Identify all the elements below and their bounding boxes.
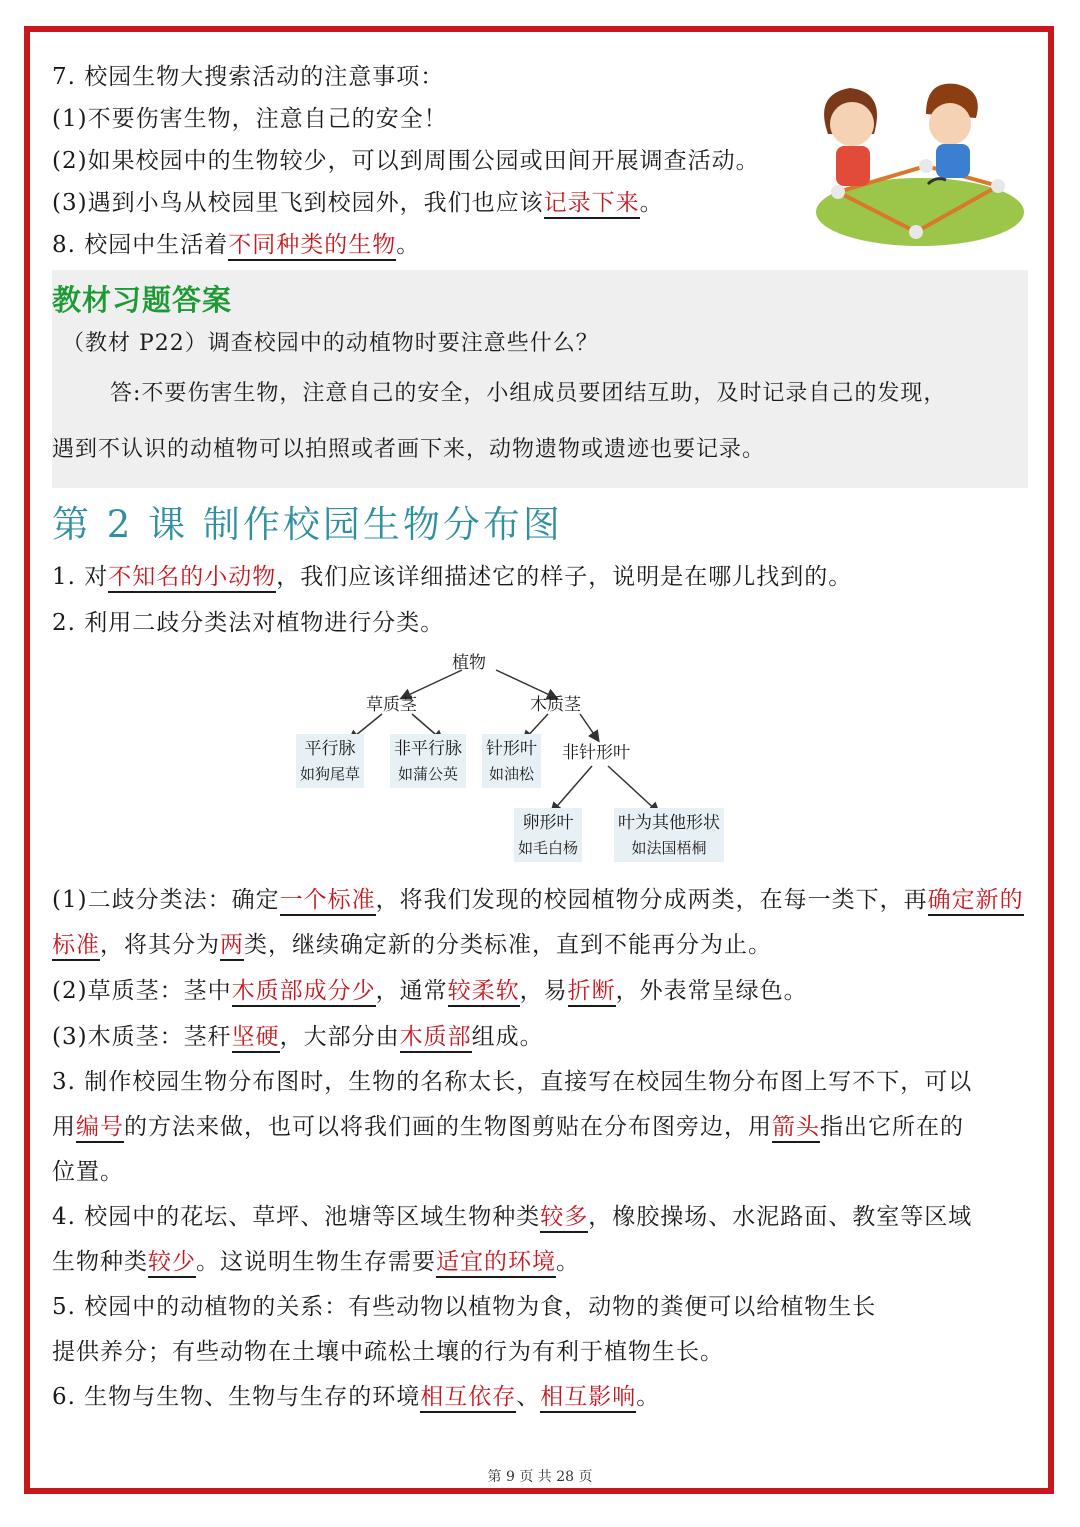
keyword: 两	[220, 932, 244, 961]
item1	[52, 554, 1032, 600]
keyword: 确定	[928, 887, 976, 916]
keyword: 相互影响	[540, 1384, 636, 1413]
keyword: 较柔软	[448, 978, 520, 1007]
note8	[52, 224, 1032, 266]
keyword: 相互依存	[420, 1384, 516, 1413]
footer-text: 页 共	[519, 1469, 552, 1485]
page-content	[52, 56, 1032, 1420]
tree-wood-stem: 木质茎	[530, 695, 581, 715]
note7-point1: (1)不要伤害生物，注意自己的安全！	[52, 106, 448, 132]
tree-leaf-nonparallel	[390, 734, 466, 788]
note7-point3-end: 。	[639, 190, 664, 216]
textbook-answer-box	[52, 270, 1028, 488]
leaf-example: 如毛白杨	[518, 839, 579, 857]
keyword: 箭头	[772, 1114, 820, 1143]
tree-leaf-parallel	[296, 734, 364, 788]
lesson-title: 第 2 课 制作校园生物分布图	[52, 503, 563, 546]
item4-text: 4. 校园中的花坛、草坪、池塘等区域生物种类	[52, 1204, 541, 1230]
answer-title: 教材习题答案	[52, 283, 233, 317]
leaf-example: 如油松	[488, 765, 534, 783]
sub1-text: ，将其分为	[100, 932, 220, 958]
leaf-example: 如蒲公英	[397, 765, 458, 783]
item3-text: 指出它所在的	[820, 1114, 964, 1140]
item4-text: 生物种类	[52, 1249, 148, 1275]
answer-line-2: 遇到不认识的动植物可以拍照或者画下来，动物遗物或遗迹也要记录。	[52, 437, 766, 462]
keyword: 木质部成分少	[232, 978, 376, 1007]
sub3	[52, 1014, 1032, 1060]
sub3-text: ，大部分由	[279, 1024, 400, 1050]
item4-text: 。	[556, 1249, 580, 1275]
item3-text: 的方法来做，也可以将我们画的生物图剪贴在分布图旁边，用	[124, 1114, 772, 1140]
keyword: 折断	[568, 978, 616, 1007]
item1-text: 1. 对	[52, 564, 109, 590]
item3-line3: 位置。	[52, 1159, 124, 1185]
keyword: 记录下来	[544, 190, 640, 219]
footer-page-number: 9	[505, 1469, 515, 1485]
item5-line1: 5. 校园中的动植物的关系：有些动物以植物为食，动物的粪便可以给植物生长	[52, 1294, 877, 1320]
sub1-text: (1)二歧分类法：确定	[52, 887, 280, 913]
footer-total-pages: 28	[556, 1469, 575, 1485]
sub3-text: (3)木质茎：茎秆	[52, 1024, 232, 1050]
leaf-type: 非平行脉	[394, 739, 462, 759]
note7-point2: (2)如果校园中的生物较少，可以到周围公园或田间开展调查活动。	[52, 148, 760, 174]
sub1-text: ，将我们发现的校园植物分成两类，在每一类下，再	[375, 887, 928, 913]
item5-line2: 提供养分；有些动物在土壤中疏松土壤的行为有利于植物生长。	[52, 1339, 724, 1365]
tree-leaf-ovate	[514, 808, 582, 862]
sub2-text: ，外表常呈绿色。	[615, 978, 808, 1004]
item4-line2	[52, 1240, 1032, 1285]
sub3-text: 组成。	[471, 1024, 544, 1050]
item6-text: 。	[636, 1384, 661, 1410]
item4-line1	[52, 1195, 1032, 1240]
keyword: 编号	[76, 1114, 124, 1143]
item3-text: 用	[52, 1114, 76, 1140]
keyword: 坚硬	[232, 1024, 280, 1053]
leaf-type: 卵形叶	[522, 813, 574, 833]
leaf-type: 叶为其他形状	[618, 813, 720, 833]
item6-text: 6. 生物与生物、生物与生存的环境	[52, 1384, 421, 1410]
keyword: 较少	[148, 1249, 196, 1278]
tree-root: 植物	[452, 653, 486, 673]
item6	[52, 1375, 1032, 1420]
sub2	[52, 968, 1032, 1014]
keyword: 不同种类的生物	[228, 232, 396, 261]
sub2-text: ，易	[519, 978, 568, 1004]
sub1	[52, 878, 1032, 968]
note7-point3-text: (3)遇到小鸟从校园里飞到校园外，我们也应该	[52, 190, 544, 216]
item1-rest: ，我们应该详细描述它的样子，说明是在哪儿找到的。	[276, 564, 853, 590]
sub1-text: 类，继续确定新的分类标准，直到不能再分为止。	[244, 932, 772, 958]
item4-text: ，橡胶操场、水泥路面、教室等区域	[588, 1204, 973, 1230]
keyword: 一个标准	[280, 887, 376, 916]
item4-text: 。这说明生物生存需要	[196, 1249, 436, 1275]
item3-line2	[52, 1105, 1032, 1150]
sub2-text: (2)草质茎：茎中	[52, 978, 232, 1004]
footer-text: 页	[578, 1469, 593, 1485]
tree-herb-stem: 草质茎	[366, 695, 417, 715]
note8-end: 。	[396, 232, 421, 258]
note7-point3	[52, 182, 1032, 224]
sub2-text: ，通常	[375, 978, 448, 1004]
tree-leaf-needle	[482, 734, 541, 788]
keyword: 较多	[540, 1204, 588, 1233]
leaf-example: 如法国梧桐	[631, 839, 707, 857]
item2: 2. 利用二歧分类法对植物进行分类。	[52, 610, 445, 636]
keyword: 木质部	[400, 1024, 472, 1053]
leaf-type: 针形叶	[486, 739, 537, 759]
note8-text: 8. 校园中生活着	[52, 232, 229, 258]
classification-tree	[52, 646, 1032, 878]
answer-line-1: 答:不要伤害生物，注意自己的安全，小组成员要团结互助，及时记录自己的发现，	[110, 381, 947, 406]
footer-text: 第	[487, 1469, 502, 1485]
item6-text: 、	[516, 1384, 541, 1410]
leaf-type: 平行脉	[304, 739, 356, 759]
leaf-example: 如狗尾草	[300, 765, 361, 783]
answer-question: （教材 P22）调查校园中的动植物时要注意些什么？	[62, 331, 599, 356]
keyword: 新的标准	[52, 887, 1024, 961]
tree-leaf-other	[614, 808, 724, 862]
item3-line1: 3. 制作校园生物分布图时，生物的名称太长，直接写在校园生物分布图上写不下，可以	[52, 1069, 973, 1095]
keyword: 不知名的小动物	[108, 564, 276, 593]
keyword: 适宜的环境	[436, 1249, 556, 1278]
tree-nonneedle: 非针形叶	[562, 743, 630, 763]
page-footer	[0, 1466, 1080, 1486]
note7-title: 7. 校园生物大搜索活动的注意事项：	[52, 64, 445, 90]
